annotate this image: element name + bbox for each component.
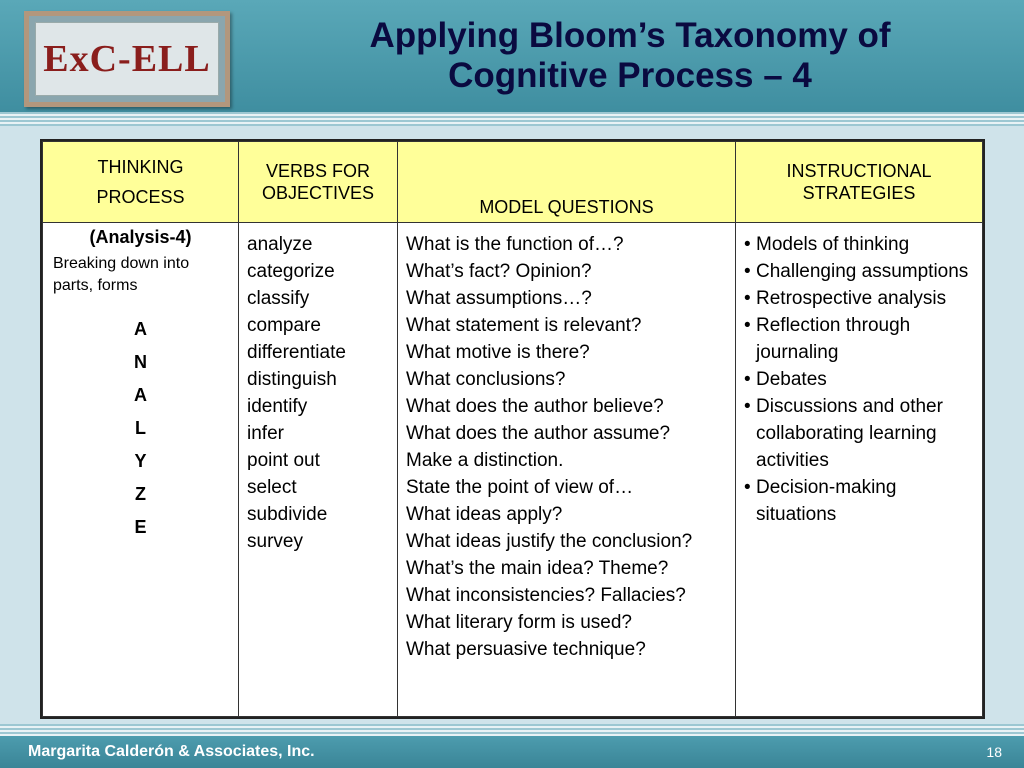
footer-bar [0, 736, 1024, 768]
strategy-item [744, 258, 974, 285]
question-item: What is the function of…? [406, 234, 624, 255]
question-item: What’s fact? Opinion? [406, 261, 592, 282]
strategy-text: Models of thinking [756, 234, 910, 255]
question-item: What ideas apply? [406, 504, 563, 525]
strategy-item [744, 474, 974, 528]
process-name: (Analysis-4) [89, 227, 192, 247]
question-item: What assumptions…? [406, 288, 592, 309]
bullet-icon: • [744, 261, 751, 282]
strategy-text: Challenging assumptions [756, 261, 969, 282]
analyze-letter: Y [134, 451, 147, 471]
verb-item: distinguish [247, 369, 337, 390]
verb-item: differentiate [247, 342, 346, 363]
footer-credit: Margarita Calderón & Associates, Inc. [28, 743, 315, 760]
bullet-icon: • [744, 477, 751, 498]
verb-item: categorize [247, 261, 335, 282]
question-item: What statement is relevant? [406, 315, 642, 336]
question-item: What conclusions? [406, 369, 566, 390]
strategy-item [744, 393, 974, 474]
analyze-letter: N [134, 352, 147, 372]
bullet-icon: • [744, 369, 751, 390]
process-cell [43, 223, 239, 717]
questions-list [406, 231, 727, 663]
verb-item: analyze [247, 234, 313, 255]
slide-title [250, 16, 1010, 96]
bullet-icon: • [744, 234, 751, 255]
strategy-item [744, 312, 974, 366]
analyze-letters [51, 313, 230, 544]
analyze-letter: Z [135, 484, 146, 504]
verb-item: survey [247, 531, 303, 552]
verb-item: compare [247, 315, 321, 336]
bullet-icon: • [744, 315, 751, 336]
question-item: What literary form is used? [406, 612, 632, 633]
table-header-row [43, 142, 983, 223]
question-item: What ideas justify the conclusion? [406, 531, 693, 552]
strategy-text: Retrospective analysis [756, 288, 947, 309]
question-item: What persuasive technique? [406, 639, 646, 660]
strategy-text: Decision-making situations [756, 477, 897, 525]
verbs-cell [239, 223, 398, 717]
question-item: What inconsistencies? Fallacies? [406, 585, 686, 606]
bullet-icon: • [744, 288, 751, 309]
strategies-cell [736, 223, 983, 717]
verb-item: select [247, 477, 297, 498]
table-row [43, 223, 983, 717]
question-item: What motive is there? [406, 342, 590, 363]
question-item: What does the author assume? [406, 423, 671, 444]
title-line-1: Applying Bloom’s Taxonomy of [369, 16, 891, 55]
process-description: Breaking down into parts, forms [53, 255, 190, 294]
page-number: 18 [986, 744, 1002, 760]
footer-stripes [0, 724, 1024, 736]
header-instructional-strategies: INSTRUCTIONAL STRATEGIES [736, 142, 983, 223]
header-thinking-process: THINKING PROCESS [43, 142, 239, 223]
strategy-text: Debates [756, 369, 827, 390]
question-item: State the point of view of… [406, 477, 634, 498]
logo-text: ExC-ELL [43, 38, 211, 80]
header-model-questions: MODEL QUESTIONS [398, 142, 736, 223]
analyze-letter: E [134, 517, 147, 537]
strategy-text: Reflection through journaling [756, 315, 911, 363]
strategy-text: Discussions and other collaborating learning activities [756, 396, 943, 471]
logo [35, 22, 219, 96]
analyze-letter: L [135, 418, 146, 438]
header-verbs: VERBS FOR OBJECTIVES [239, 142, 398, 223]
question-item: What does the author believe? [406, 396, 664, 417]
strategy-item [744, 285, 974, 312]
questions-cell [398, 223, 736, 717]
analyze-letter: A [134, 319, 147, 339]
verb-item: identify [247, 396, 308, 417]
question-item: What’s the main idea? Theme? [406, 558, 669, 579]
verb-item: infer [247, 423, 284, 444]
question-item: Make a distinction. [406, 450, 564, 471]
logo-frame [24, 11, 230, 107]
analyze-letter: A [134, 385, 147, 405]
bullet-icon: • [744, 396, 751, 417]
strategies-list [744, 231, 974, 528]
verb-item: classify [247, 288, 310, 309]
strategy-item [744, 366, 974, 393]
verbs-list [247, 231, 389, 555]
strategy-item [744, 231, 974, 258]
header-bar [0, 0, 1024, 112]
title-line-2: Cognitive Process – 4 [448, 56, 812, 95]
taxonomy-table [40, 139, 985, 719]
header-stripes [0, 112, 1024, 126]
verb-item: subdivide [247, 504, 328, 525]
verb-item: point out [247, 450, 320, 471]
